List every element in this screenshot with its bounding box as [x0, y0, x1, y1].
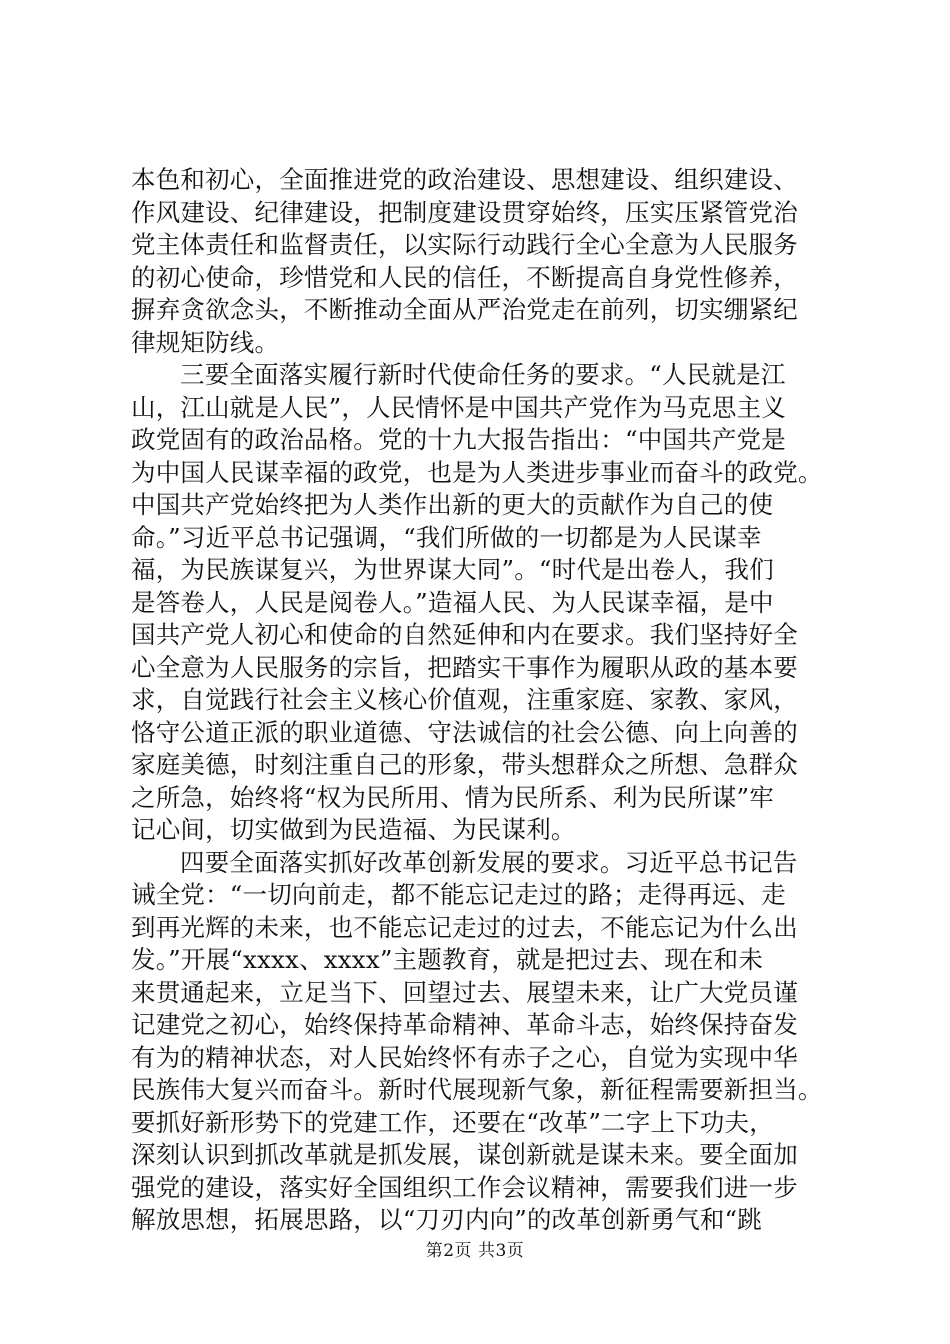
text-line: 要抓好新形势下的党建工作，还要在“改革”二字上下功夫， [131, 1107, 774, 1137]
text-line: 来贯通起来，立足当下、回望过去、展望未来，让广大党员谨 [131, 977, 798, 1007]
text-line: 本色和初心，全面推进党的政治建设、思想建设、组织建设、 [131, 165, 798, 194]
text-line: 记建党之初心，始终保持革命精神、革命斗志，始终保持奋发 [131, 1010, 798, 1039]
text-line: 解放思想，拓展思路，以“刀刃内向”的改革创新勇气和“跳 [131, 1205, 762, 1234]
text-line: 山，江山就是人民”，人民情怀是中国共产党作为马克思主义 [131, 392, 786, 422]
text-line: 民族伟大复兴而奋斗。新时代展现新气象，新征程需要新担当。 [131, 1075, 823, 1104]
text-line: 深刻认识到抓改革就是抓发展，谋创新就是谋未来。要全面加 [131, 1140, 798, 1169]
text-line: 摒弃贪欲念头，不断推动全面从严治党走在前列，切实绷紧纪 [131, 295, 798, 324]
text-line: 律规矩防线。 [131, 327, 280, 357]
text-line: 福，为民族谋复兴，为世界谋大同”。“时代是出卷人，我们 [131, 555, 774, 584]
paragraph-start-line: 四要全面落实抓好改革创新发展的要求。习近平总书记告 [180, 847, 798, 877]
text-line: 的初心使命，珍惜党和人民的信任，不断提高自身党性修养， [131, 262, 798, 292]
text-line: 强党的建设，落实好全国组织工作会议精神，需要我们进一步 [131, 1172, 798, 1202]
text-line: 诫全党：“一切向前走，都不能忘记走过的路；走得再远、走 [131, 880, 786, 909]
page-footer [0, 1236, 950, 1261]
text-line: 到再光辉的未来，也不能忘记走过的过去，不能忘记为什么出 [131, 912, 798, 942]
text-line: 有为的精神状态，对人民始终怀有赤子之心，自觉为实现中华 [131, 1042, 798, 1072]
text-line: 命。”习近平总书记强调，“我们所做的一切都是为人民谋幸 [131, 522, 762, 552]
text-line: 家庭美德，时刻注重自己的形象，带头想群众之所想、急群众 [131, 750, 798, 779]
body-text [131, 164, 853, 1237]
text-line: 中国共产党始终把为人类作出新的更大的贡献作为自己的使 [131, 490, 774, 519]
text-line: 为中国人民谋幸福的政党，也是为人类进步事业而奋斗的政党。 [131, 457, 823, 487]
text-line: 心全意为人民服务的宗旨，把踏实干事作为履职从政的基本要 [131, 652, 798, 682]
text-line: 之所急，始终将“权为民所用、情为民所系、利为民所谋”牢 [131, 782, 774, 812]
text-line: 作风建设、纪律建设，把制度建设贯穿始终，压实压紧管党治 [131, 197, 798, 227]
text-line: 求，自觉践行社会主义核心价值观，注重家庭、家教、家风， [131, 685, 798, 714]
page-number-label: 第2页 共3页 [425, 1241, 525, 1261]
text-line: 国共产党人初心和使命的自然延伸和内在要求。我们坚持好全 [131, 620, 798, 649]
text-line: 发。”开展“xxxx、xxxx”主题教育，就是把过去、现在和未 [131, 945, 764, 974]
text-line: 记心间，切实做到为民造福、为民谋利。 [131, 815, 576, 844]
text-line: 政党固有的政治品格。党的十九大报告指出：“中国共产党是 [131, 425, 786, 454]
paragraph-start-line: 三要全面落实履行新时代使命任务的要求。“人民就是江 [180, 360, 786, 389]
text-line: 恪守公道正派的职业道德、守法诚信的社会公德、向上向善的 [131, 717, 798, 747]
text-line: 党主体责任和监督责任，以实际行动践行全心全意为人民服务 [131, 230, 798, 259]
text-line: 是答卷人，人民是阅卷人。”造福人民、为人民谋幸福，是中 [131, 587, 774, 617]
